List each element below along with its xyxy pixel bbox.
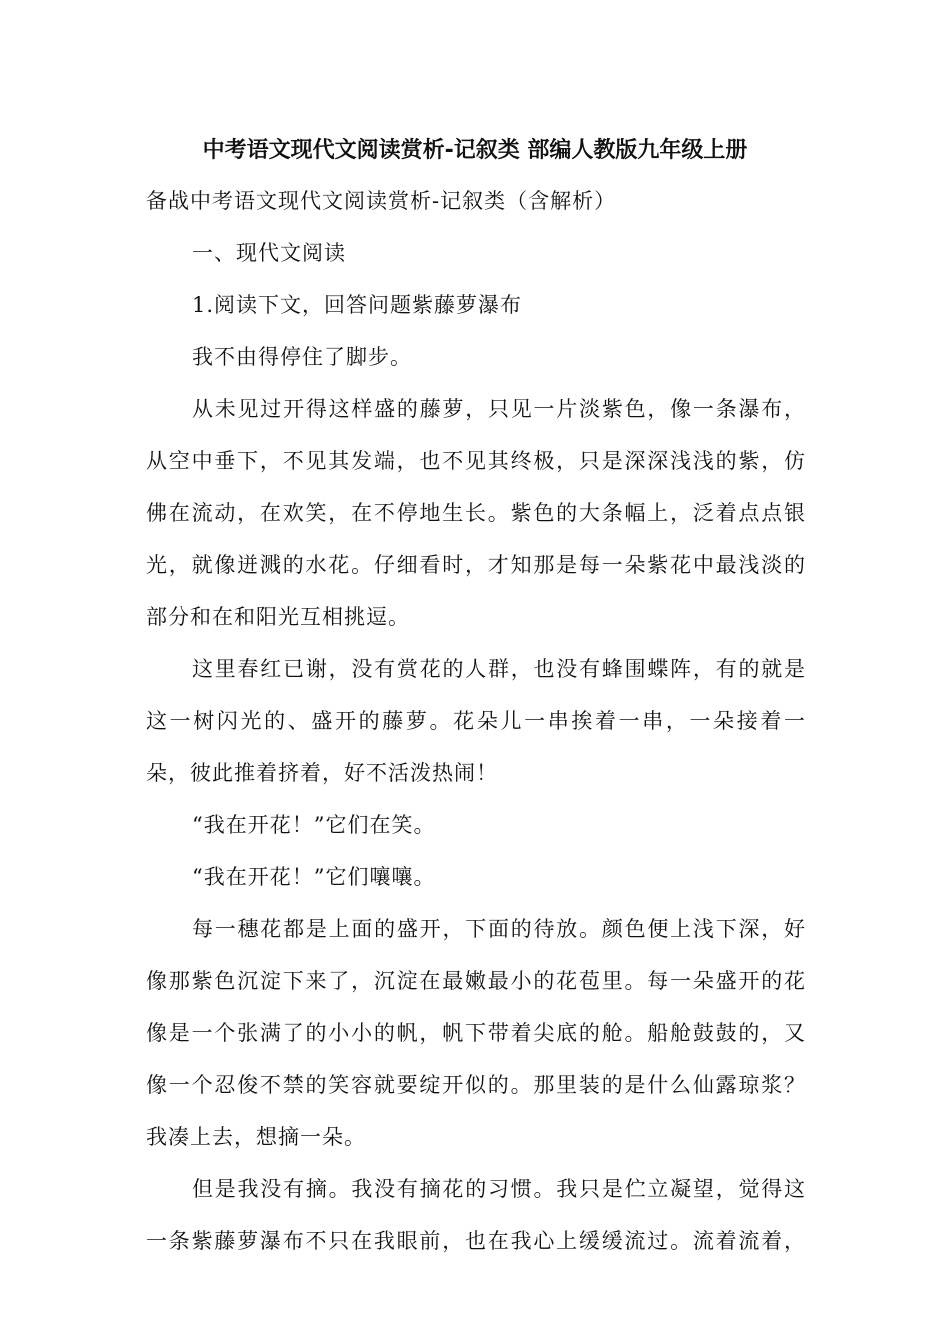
paragraph-line: 像一个忍俊不禁的笑容就要绽开似的。那里装的是什么仙露琼浆？	[146, 1073, 806, 1097]
document-title: 中考语文现代文阅读赏析-记叙类 部编人教版九年级上册	[202, 138, 748, 163]
paragraph-line: 但是我没有摘。我没有摘花的习惯。我只是伫立凝望，觉得这	[192, 1177, 806, 1201]
paragraph-line: “我在开花！”它们在笑。	[192, 813, 436, 837]
question-title: 1.阅读下文，回答问题紫藤萝瀑布	[192, 293, 523, 317]
paragraph-line: “我在开花！”它们嚷嚷。	[192, 865, 436, 889]
paragraph-line: 朵，彼此推着挤着，好不活泼热闹！	[146, 761, 498, 785]
paragraph-line: 光，就像迸溅的水花。仔细看时，才知那是每一朵紫花中最浅淡的	[146, 553, 806, 577]
paragraph-line: 部分和在和阳光互相挑逗。	[146, 605, 410, 629]
paragraph-line: 这里春红已谢，没有赏花的人群，也没有蜂围蝶阵，有的就是	[192, 657, 806, 681]
paragraph-line: 像那紫色沉淀下来了，沉淀在最嫩最小的花苞里。每一朵盛开的花	[146, 969, 806, 993]
section-heading: 一、现代文阅读	[192, 241, 346, 265]
subtitle: 备战中考语文现代文阅读赏析-记叙类（含解析）	[146, 189, 617, 213]
paragraph-line: 我凑上去，想摘一朵。	[146, 1125, 366, 1149]
paragraph-line: 从未见过开得这样盛的藤萝，只见一片淡紫色，像一条瀑布，	[192, 397, 806, 421]
document-body	[146, 185, 806, 1277]
paragraph-line: 一条紫藤萝瀑布不只在我眼前，也在我心上缓缓流过。流着流着，	[146, 1229, 806, 1253]
paragraph-line: 佛在流动，在欢笑，在不停地生长。紫色的大条幅上，泛着点点银	[146, 501, 806, 525]
paragraph-line: 从空中垂下，不见其发端，也不见其终极，只是深深浅浅的紫，仿	[146, 449, 806, 473]
paragraph-line: 像是一个张满了的小小的帆，帆下带着尖底的舱。船舱鼓鼓的，又	[146, 1021, 806, 1045]
paragraph-line: 我不由得停住了脚步。	[192, 345, 412, 369]
paragraph-line: 每一穗花都是上面的盛开，下面的待放。颜色便上浅下深，好	[192, 917, 806, 941]
paragraph-line: 这一树闪光的、盛开的藤萝。花朵儿一串挨着一串，一朵接着一	[146, 709, 806, 733]
